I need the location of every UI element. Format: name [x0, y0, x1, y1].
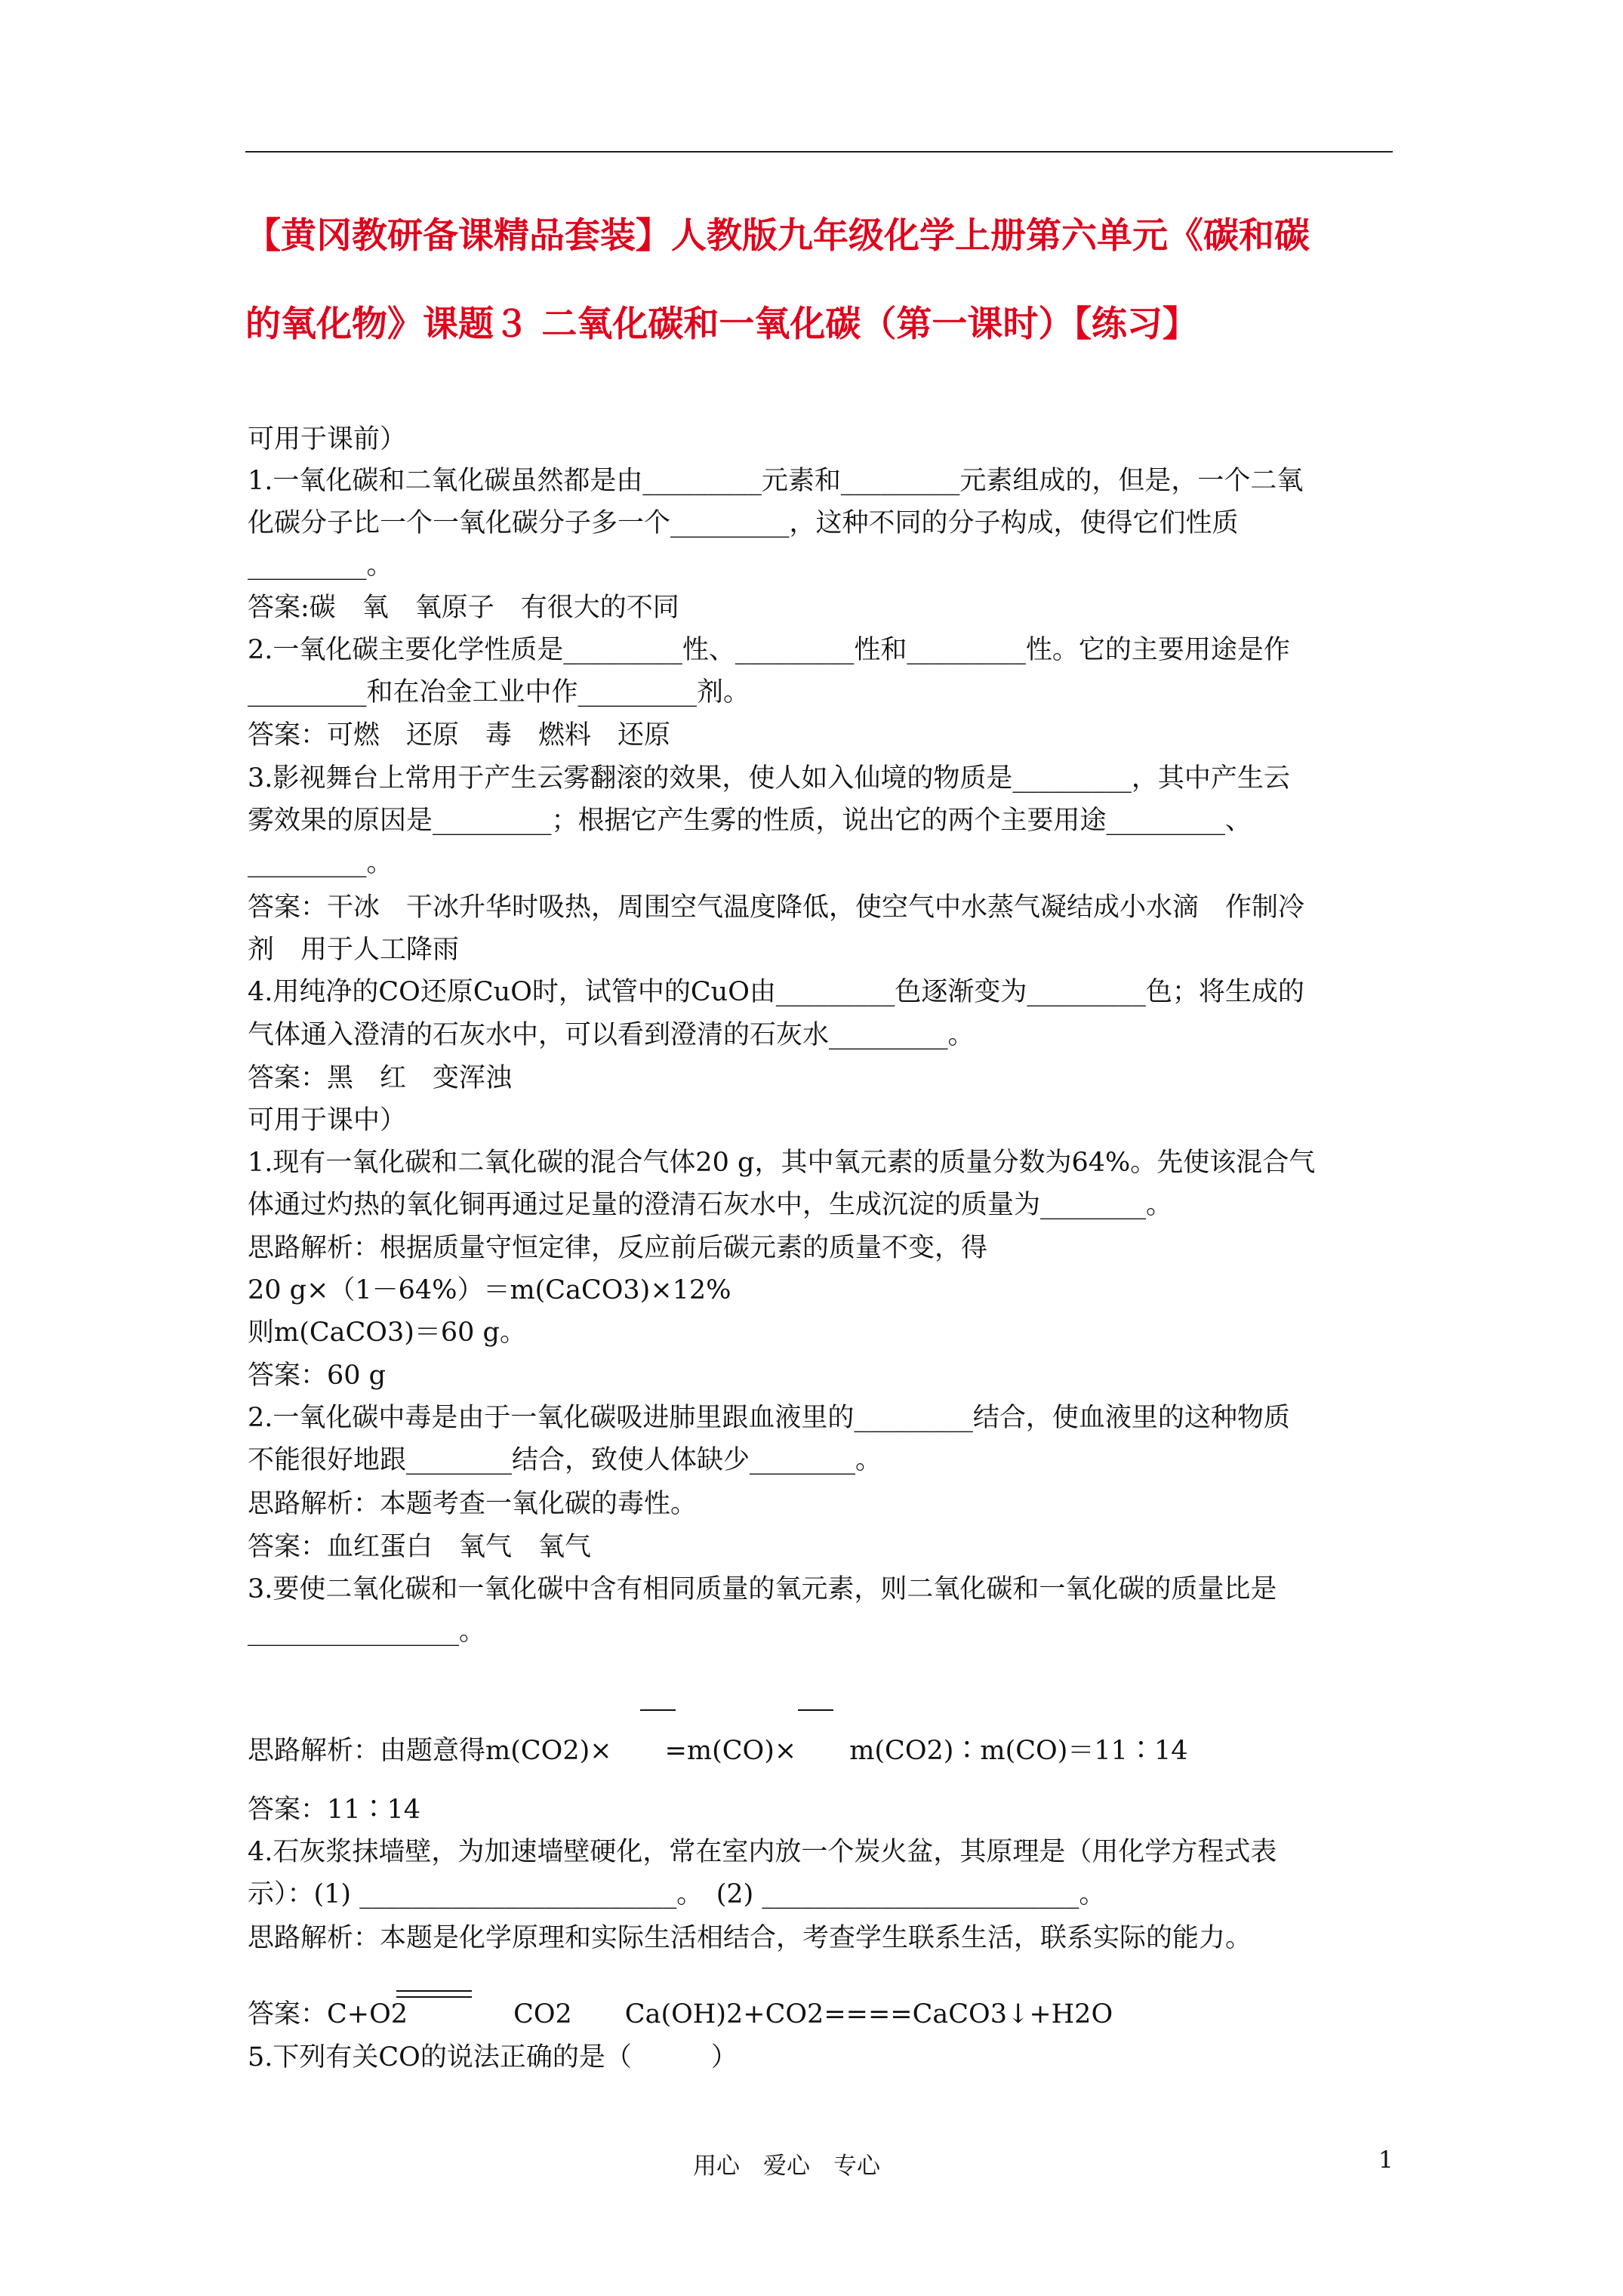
text-line: 气体通入澄清的石灰水中，可以看到澄清的石灰水_________。	[248, 1020, 975, 1050]
header-rule	[245, 151, 1393, 153]
text-line: 5.下列有关CO的说法正确的是（ ）	[248, 2042, 738, 2073]
text-line: 1.现有一氧化碳和二氧化碳的混合气体20 g，其中氧元素的质量分数为64%。先使该混合气	[248, 1148, 1316, 1178]
text-line: 剂 用于人工降雨	[248, 935, 460, 965]
text-line: ________________。	[248, 1616, 486, 1647]
text-line: 1.一氧化碳和二氧化碳虽然都是由_________元素和_________元素组成的，但是，一个二氧	[248, 466, 1304, 496]
reaction-bar-lower	[396, 1996, 472, 1998]
text-line: 答案:碳 氧 氧原子 有很大的不同	[248, 593, 679, 623]
text-line: 4.石灰浆抹墙壁，为加速墙壁硬化，常在室内放一个炭火盆，其原理是（用化学方程式表	[248, 1837, 1277, 1867]
text-line: 4.用纯净的CO还原CuO时，试管中的CuO由_________色逐渐变为_________色；将生成的	[248, 977, 1304, 1007]
text-line: 答案：60 g	[248, 1361, 387, 1391]
text-line: 雾效果的原因是_________；根据它产生雾的性质，说出它的两个主要用途_________、	[248, 806, 1252, 836]
text-line: 2.一氧化碳中毒是由于一氧化碳吸进肺里跟血液里的_________结合，使血液里的这种物质	[248, 1403, 1290, 1433]
text-line: 思路解析：由题意得m(CO2)× =m(CO)× m(CO2)∶m(CO)＝11∶14	[248, 1736, 1188, 1766]
page-number: 1	[1378, 2147, 1394, 2174]
text-line: 答案：可燃 还原 毒 燃料 还原	[248, 720, 671, 750]
fraction-bar-left	[640, 1709, 676, 1711]
text-line: 答案：血红蛋白 氧气 氧气	[248, 1532, 592, 1562]
text-line: 则m(CaCO3)＝60 g。	[248, 1318, 526, 1348]
text-line: 答案：干冰 干冰升华时吸热，周围空气温度降低，使空气中水蒸气凝结成小水滴 作制冷	[248, 892, 1305, 923]
text-line: 思路解析：本题考查一氧化碳的毒性。	[248, 1489, 698, 1519]
document-title-line-2: 的氧化物》课题３ 二氧化碳和一氧化碳（第一课时）【练习】	[245, 304, 1198, 345]
text-line: 思路解析：根据质量守恒定律，反应前后碳元素的质量不变，得	[248, 1233, 988, 1263]
text-line: 体通过灼热的氧化铜再通过足量的澄清石灰水中，生成沉淀的质量为________。	[248, 1190, 1173, 1220]
fraction-bar-right	[798, 1709, 833, 1711]
text-line: 示）：(1) ________________________。 (2) ________________________。	[248, 1879, 1106, 1909]
text-line: 答案：11∶14	[248, 1795, 421, 1825]
text-line: 可用于课前）	[248, 424, 407, 455]
text-line: _________。	[248, 550, 393, 581]
text-line: 2.一氧化碳主要化学性质是_________性、_________性和_________性。它的主要用途是作	[248, 635, 1290, 665]
text-line: 3.要使二氧化碳和一氧化碳中含有相同质量的氧元素，则二氧化碳和一氧化碳的质量比是	[248, 1574, 1277, 1604]
text-line: 答案：C+O2 CO2 Ca(OH)2+CO2====CaCO3↓+H2O	[248, 1999, 1113, 2029]
text-line: 可用于课中）	[248, 1105, 407, 1136]
text-line: 20 g×（1－64%）＝m(CaCO3)×12%	[248, 1275, 731, 1305]
footer-slogan: 用心 爱心 专心	[693, 2153, 880, 2180]
text-line: _________。	[248, 848, 393, 878]
text-line: 化碳分子比一个一氧化碳分子多一个_________，这种不同的分子构成，使得它们性质	[248, 508, 1239, 538]
text-line: 3.影视舞台上常用于产生云雾翻滚的效果，使人如入仙境的物质是_________，其中产生云	[248, 763, 1290, 794]
text-line: 答案：黑 红 变浑浊	[248, 1063, 513, 1093]
text-line: _________和在冶金工业中作_________剂。	[248, 677, 750, 707]
text-line: 不能很好地跟________结合，致使人体缺少________。	[248, 1445, 882, 1475]
reaction-bar-upper	[396, 1990, 472, 1992]
text-line: 思路解析：本题是化学原理和实际生活相结合，考查学生联系生活，联系实际的能力。	[248, 1923, 1252, 1953]
document-title-line-1: 【黄冈教研备课精品套装】人教版九年级化学上册第六单元《碳和碳	[245, 215, 1310, 257]
